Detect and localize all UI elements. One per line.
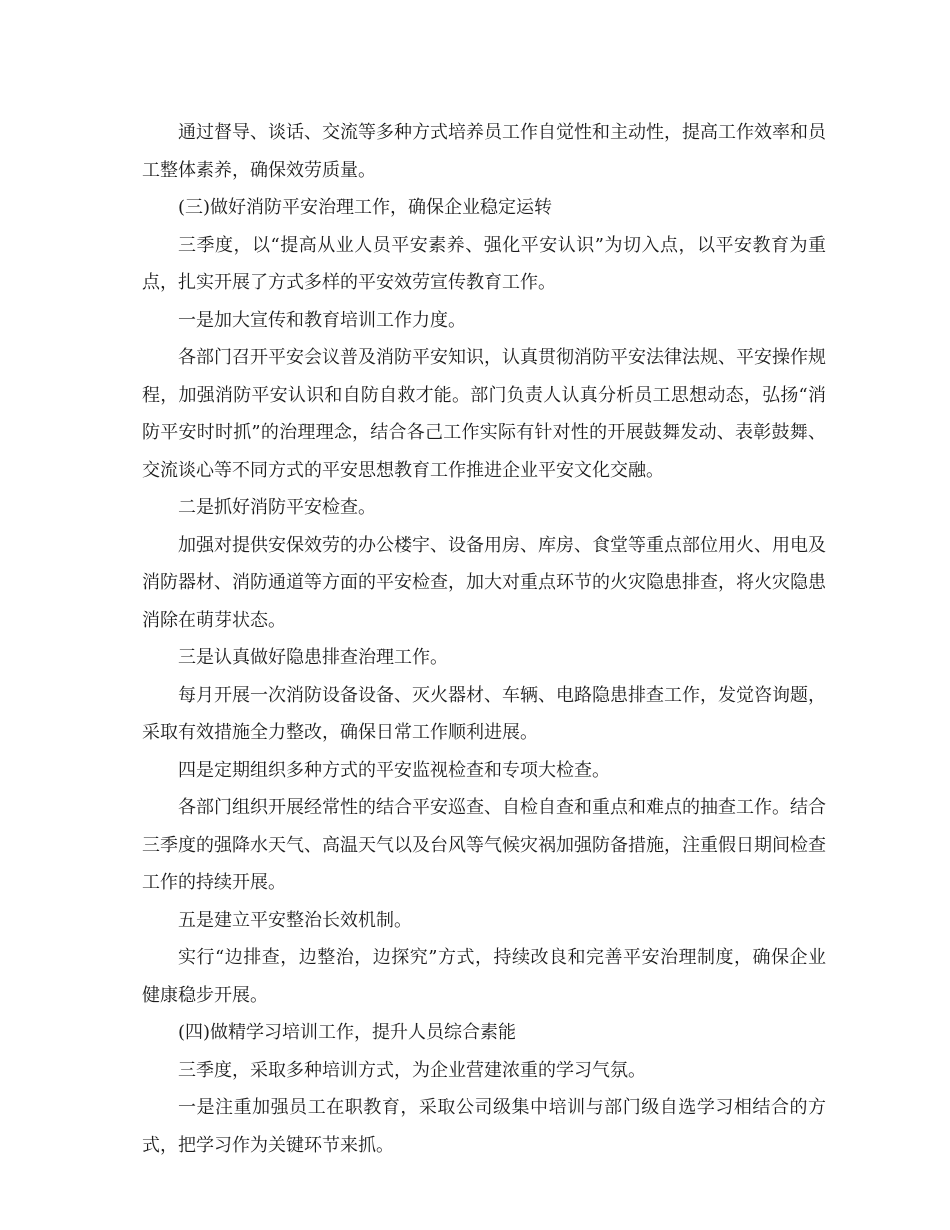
subheading: 二是抓好消防平安检查。 (178, 497, 376, 518)
paragraph: 加强对提供安保效劳的办公楼宇、设备用房、库房、食堂等重点部位用火、用电及消防器材、消防通道等方面的平安检查，加大对重点环节的火灾隐患排查，将火灾隐患消除在萌芽状态。 (142, 534, 826, 631)
paragraph: 三季度，采取多种培训方式，为企业营建浓重的学习气氛。 (178, 1059, 646, 1081)
paragraph: 通过督导、谈话、交流等多种方式培养员工作自觉性和主动性，提高工作效率和员工整体素养，确保效劳质量。 (142, 122, 826, 181)
paragraph: 一是注重加强员工在职教育，采取公司级集中培训与部门级自选学习相结合的方式，把学习作为关键环节来抓。 (142, 1097, 826, 1156)
subheading: 五是建立平安整治长效机制。 (178, 909, 412, 931)
subheading: 三是认真做好隐患排查治理工作。 (178, 647, 448, 668)
paragraph: 实行“边排查，边整治，边探究”方式，持续改良和完善平安治理制度，确保企业健康稳步开展。 (142, 947, 826, 1006)
paragraph: 每月开展一次消防设备设备、灭火器材、车辆、电路隐患排查工作，发觉咨询题，采取有效措施全力整改，确保日常工作顺利进展。 (142, 684, 826, 743)
subheading: 四是定期组织多种方式的平安监视检查和专项大检查。 (178, 759, 610, 781)
paragraph: 各部门召开平安会议普及消防平安知识，认真贯彻消防平安法律法规、平安操作规程，加强消防平安认识和自防自救才能。部门负责人认真分析员工思想动态，弘扬“消防平安时时抓”的治理理念，结合各己工作实际有针对性的开展鼓舞发动、表彰鼓舞、交流谈心等不同方式的平安思想教育工作推进企业平安文化交融。 (142, 347, 826, 481)
paragraph: 三季度，以“提高从业人员平安素养、强化平安认识”为切入点，以平安教育为重点，扎实开展了方式多样的平安效劳宣传教育工作。 (142, 234, 826, 293)
section-heading: (三)做好消防平安治理工作，确保企业稳定运转 (178, 197, 553, 218)
document-body (142, 114, 826, 1164)
paragraph: 各部门组织开展经常性的结合平安巡查、自检自查和重点和难点的抽查工作。结合三季度的强降水天气、高温天气以及台风等气候灾祸加强防备措施，注重假日期间检查工作的持续开展。 (142, 797, 826, 893)
subheading: 一是加大宣传和教育培训工作力度。 (178, 309, 466, 331)
section-heading: (四)做精学习培训工作，提升人员综合素能 (178, 1022, 517, 1043)
